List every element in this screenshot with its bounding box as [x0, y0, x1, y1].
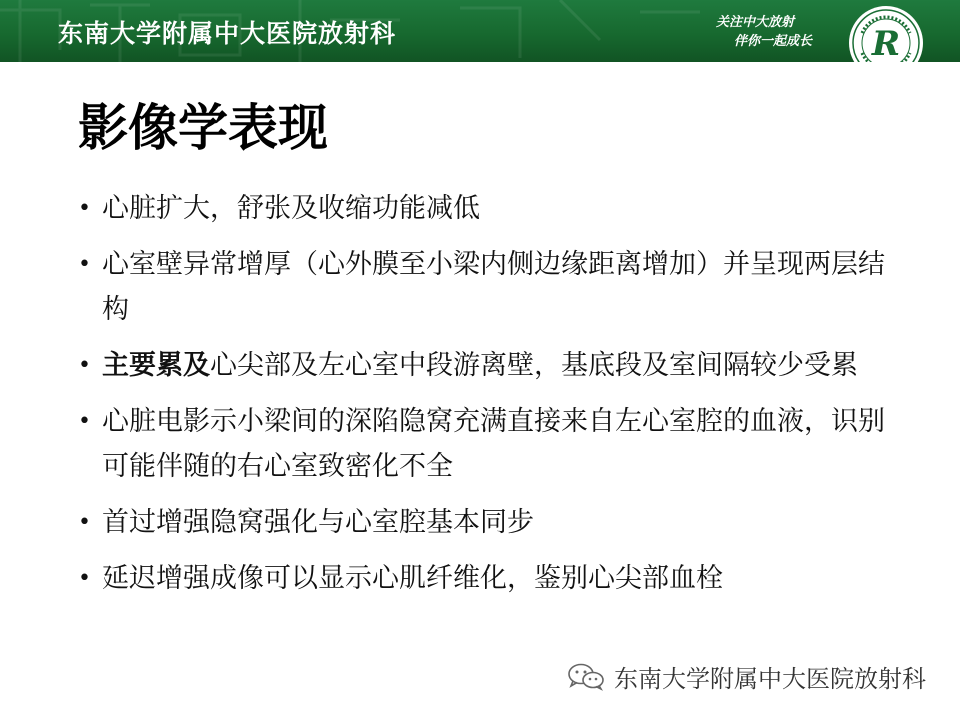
- header-title: 东南大学附属中大医院放射科: [58, 19, 397, 48]
- slide-title: 影像学表现: [78, 99, 328, 157]
- bullet-item: [78, 242, 898, 332]
- header-slogan: [712, 13, 842, 51]
- bullet-dot: •: [78, 510, 91, 535]
- bullet-text: 心脏扩大，舒张及收缩功能减低: [102, 193, 480, 224]
- footer-watermark: [566, 660, 926, 692]
- footer-text: 东南大学附属中大医院放射科: [614, 664, 926, 693]
- bullet-dot: •: [78, 252, 91, 277]
- bullet-item: [78, 399, 898, 489]
- hospital-seal-logo-icon: [848, 5, 924, 62]
- bullet-text: 延迟增强成像可以显示心肌纤维化，鉴别心尖部血栓: [102, 563, 723, 594]
- bullet-item: [78, 186, 898, 231]
- bullet-list: [78, 186, 898, 612]
- bullet-bold-text: 主要累及: [102, 350, 210, 381]
- bullet-dot: •: [78, 196, 91, 221]
- bullet-item: [78, 500, 898, 545]
- bullet-dot: •: [78, 409, 91, 434]
- slogan-line-2: 伴你一起成长: [734, 34, 813, 49]
- logo-letter: R: [871, 24, 901, 64]
- bullet-text: 心室壁异常增厚（心外膜至小梁内侧边缘距离增加）并呈现两层结构: [102, 249, 885, 325]
- wechat-icon: [566, 661, 606, 691]
- bullet-item: [78, 556, 898, 601]
- slide-header-banner: [0, 0, 960, 62]
- bullet-text: 首过增强隐窝强化与心室腔基本同步: [102, 507, 534, 538]
- bullet-text: 心尖部及左心室中段游离壁，基底段及室间隔较少受累: [210, 350, 858, 381]
- bullet-item: [78, 343, 898, 388]
- bullet-dot: •: [78, 566, 91, 591]
- slogan-line-1: 关注中大放射: [716, 15, 795, 30]
- bullet-dot: •: [78, 353, 91, 378]
- bullet-text: 心脏电影示小梁间的深陷隐窝充满直接来自左心室腔的血液，识别可能伴随的右心室致密化不全: [102, 406, 885, 482]
